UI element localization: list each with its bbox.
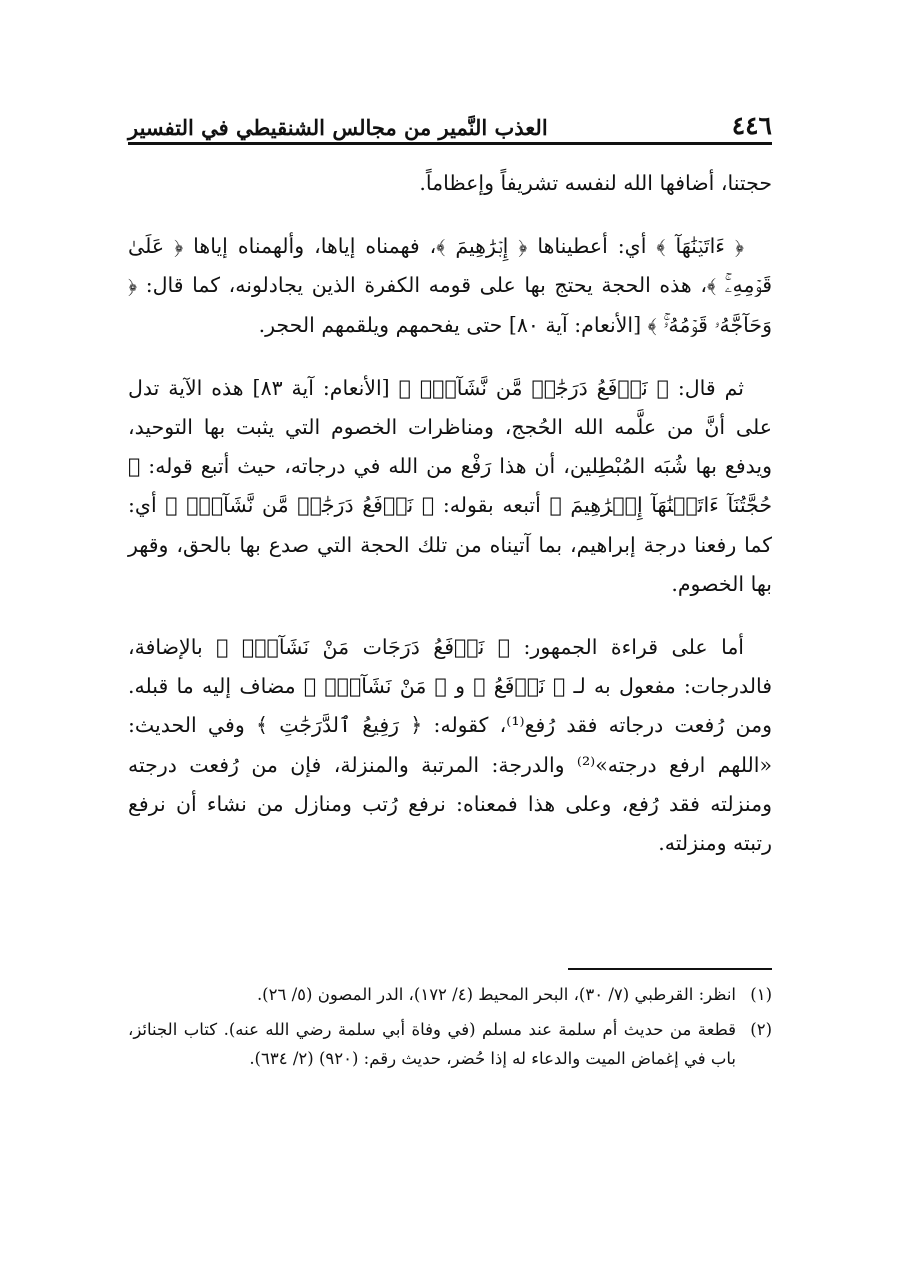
running-header — [128, 103, 772, 145]
footnote-text: انظر: القرطبي (٧/ ٣٠)، البحر المحيط (٤/ ١٧٢)، الدر المصون (٥/ ٢٦). — [256, 985, 736, 1004]
main-text — [128, 164, 772, 863]
page-number: ٤٤٦ — [731, 111, 772, 140]
footnote-text: قطعة من حديث أم سلمة عند مسلم (في وفاة أبي سلمة رضي الله عنه). كتاب الجنائز، باب في إغماض الميت والدعاء له إذا حُضر، حديث رقم: (٩٢٠) (٢/ ٦٣٤). — [128, 1020, 736, 1068]
footnote-separator — [568, 968, 772, 970]
paragraph-4: أما على قراءة الجمهور: ﴿ نَرۡفَعُ دَرَجَات مَنْ نَشَآءُۗ ﴾ بالإضافة، فالدرجات: مفعول به لـ ﴿ نَرۡفَعُ ﴾ و ﴿ مَنْ نَشَآءُۗ ﴾ مضاف إليه ما قبله. ومن رُفعت درجاته فقد رُفع⁽¹⁾، كقوله: ﴿ رَفِيعُ ٱلدَّرَجَٰتِ ﴾ وفي الحديث: «اللهم ارفع درجته»⁽²⁾ والدرجة: المرتبة والمنزلة، فإن من رُفعت درجته ومنزلته فقد رُفع، وعلى هذا فمعناه: نرفع رُتب ومنازل من نشاء أن نرفع رتبته ومنزلته. — [128, 635, 772, 856]
footnote-number: (١) — [750, 985, 772, 1004]
footnote-number: (٢) — [750, 1020, 772, 1039]
paragraph-1: حجتنا، أضافها الله لنفسه تشريفاً وإعظاماً. — [419, 171, 772, 195]
footnote-2 — [128, 1015, 772, 1073]
footnotes — [128, 980, 772, 1079]
footnote-1 — [128, 980, 772, 1009]
paragraph-2: ﴿ ءَاتَيۡنَٰهَآ ﴾ أي: أعطيناها ﴿ إِبۡرَٰهِيمَ ﴾، فهمناه إياها، وألهمناه إياها ﴿ عَلَىٰ قَوۡمِهِۦۚ ﴾، هذه الحجة يحتج بها على قومه الكفرة الذين يجادلونه، كما قال: ﴿ وَحَآجَّهُۥ قَوۡمُهُۥۚ ﴾ [الأنعام: آية ٨٠] حتى يفحمهم ويلقمهم الحجر. — [128, 234, 772, 337]
paragraph-3: ثم قال: ﴿ نَرۡفَعُ دَرَجَٰتٖ مَّن نَّشَآءُۗ ﴾ [الأنعام: آية ٨٣] هذه الآية تدل على أنَّ من علَّمه الله الحُجج، ومناظرات الخصوم التي يثبت بها التوحيد، ويدفع بها شُبَه المُبْطِلين، أن هذا رَفْع من الله في درجاته، حيث أتبع قوله: ﴿ حُجَّتُنَآ ءَاتَيۡنَٰهَآ إِبۡرَٰهِيمَ ﴾ أتبعه بقوله: ﴿ نَرۡفَعُ دَرَجَٰتٖ مَّن نَّشَآءُۗ ﴾ أي: كما رفعنا درجة إبراهيم، بما آتيناه من تلك الحجة التي صدع بها بالحق، وقهر بها الخصوم. — [128, 375, 772, 596]
book-title: العذب النَّمير من مجالس الشنقيطي في التفسير — [128, 115, 548, 140]
